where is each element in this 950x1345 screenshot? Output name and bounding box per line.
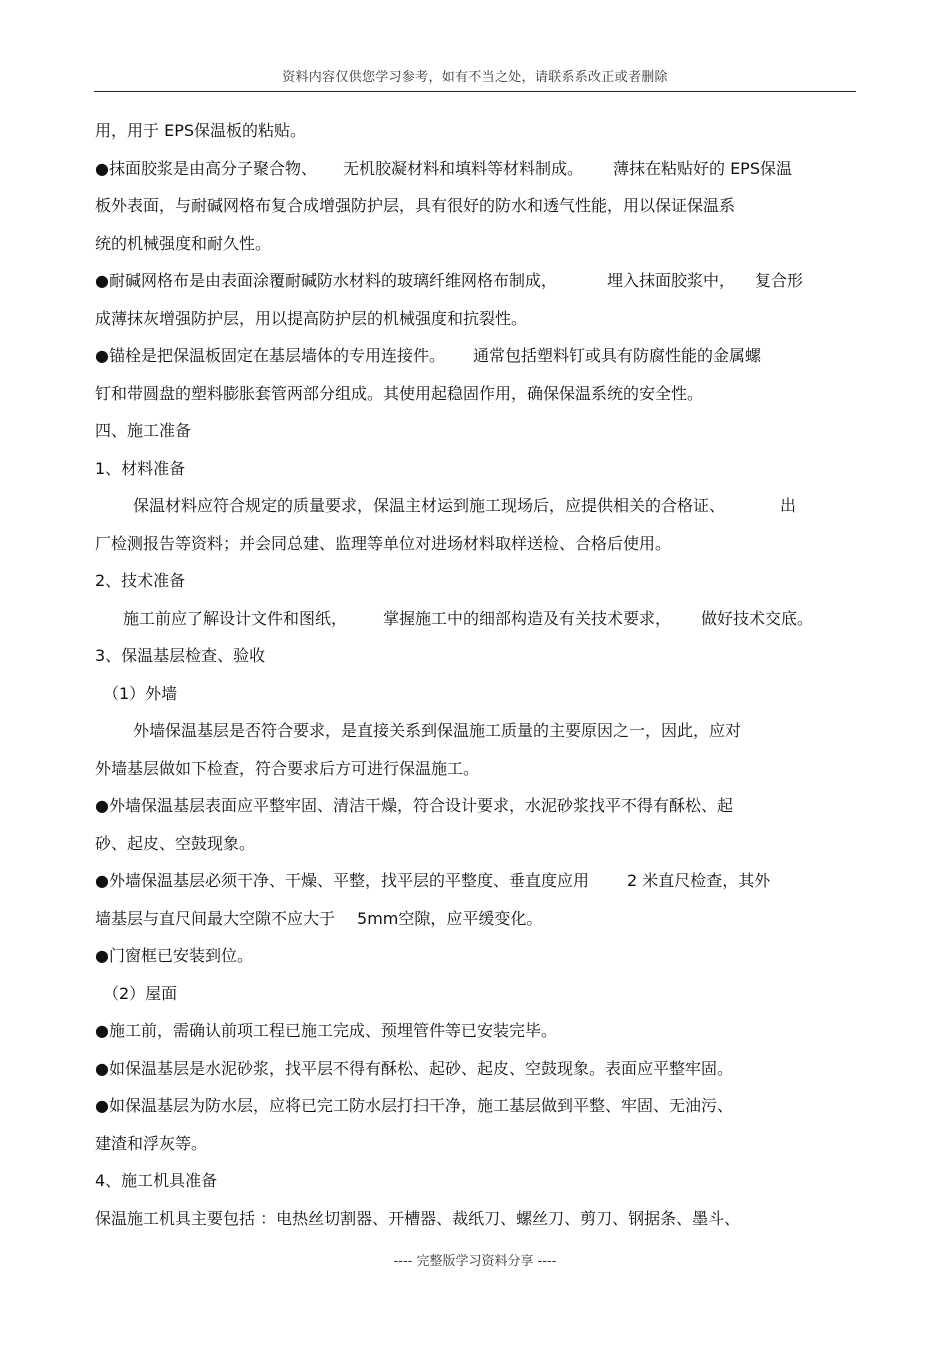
page-footer: ---- 完整版学习资料分享 ---- (393, 1254, 557, 1269)
document-body (95, 112, 857, 1237)
text-span: ●锚栓是把保温板固定在基层墙体的专用连接件。 (95, 346, 445, 365)
text-span: 墙基层与直尺间最大空隙不应大于 (95, 908, 336, 928)
text-line (95, 262, 857, 300)
text-line: 成薄抹灰增强防护层，用以提高防护层的机械强度和抗裂性。 (95, 308, 528, 328)
text-span: ●外墙保温基层必须干净、干燥、平整，找平层的平整度、垂直度应用 (95, 871, 589, 890)
subsection-heading: 2、技术准备 (95, 571, 186, 590)
text-span: 无机胶凝材料和填料等材料制成。 (342, 158, 583, 178)
text-span: 施工前应了解设计文件和图纸， (123, 608, 348, 628)
item-heading: （2）屋面 (103, 983, 178, 1003)
text-line: ●外墙保温基层表面应平整牢固、清洁干燥，符合设计要求，水泥砂浆找平不得有酥松、起 (95, 796, 733, 815)
text-line: 用，用于 EPS保温板的粘贴。 (95, 121, 307, 140)
text-span: ●耐碱网格布是由表面涂覆耐碱防水材料的玻璃纤维网格布制成， (95, 271, 557, 290)
text-line (95, 862, 857, 900)
text-line: 外墙基层做如下检查，符合要求后方可进行保温施工。 (95, 758, 480, 778)
text-line: ●如保温基层是水泥砂浆，找平层不得有酥松、起砂、起皮、空鼓现象。表面应平整牢固。 (95, 1058, 733, 1078)
text-line: ●施工前，需确认前项工程已施工完成、预埋管件等已安装完毕。 (95, 1021, 557, 1040)
subsection-heading: 1、材料准备 (95, 458, 186, 478)
text-line (95, 337, 857, 375)
text-line: 外墙保温基层是否符合要求，是直接关系到保温施工质量的主要原因之一，因此，应对 (133, 721, 742, 740)
text-span: 通常包括塑料钉或具有防腐性能的金属螺 (472, 346, 761, 365)
subsection-heading: 3、保温基层检查、验收 (95, 646, 266, 665)
text-span: 5mm空隙，应平缓变化。 (357, 908, 543, 928)
text-line (95, 487, 857, 525)
text-line: 钉和带圆盘的塑料膨胀套管两部分组成。其使用起稳固作用，确保保温系统的安全性。 (95, 383, 704, 403)
text-line (95, 900, 857, 938)
text-line: 保温施工机具主要包括 ：电热丝切割器、开槽器、裁纸刀、螺丝刀、剪刀、钢据条、墨斗、 (95, 1208, 741, 1228)
text-line: ●如保温基层为防水层，应将已完工防水层打扫干净，施工基层做到平整、牢固、无油污、 (95, 1096, 733, 1115)
text-line (95, 150, 857, 188)
page-header: 资料内容仅供您学习参考，如有不当之处，请联系系改正或者删除 (282, 70, 668, 85)
item-heading: （1）外墙 (103, 683, 178, 703)
text-span: 埋入抹面胶浆中， (606, 271, 735, 290)
text-line: 建渣和浮灰等。 (95, 1133, 208, 1153)
subsection-heading: 4、施工机具准备 (95, 1171, 218, 1190)
text-span: 复合形 (754, 271, 803, 290)
text-line: ●门窗框已安装到位。 (95, 946, 253, 965)
text-line: 砂、起皮、空鼓现象。 (95, 833, 256, 853)
section-heading: 四、施工准备 (95, 421, 192, 440)
text-span: 掌握施工中的细部构造及有关技术要求， (383, 608, 672, 628)
text-span: ●抹面胶浆是由高分子聚合物、 (95, 158, 317, 178)
text-span: 薄抹在粘贴好的 EPS保温 (612, 158, 792, 178)
text-span: 2 米直尺检查，其外 (626, 871, 771, 890)
text-span: 出 (780, 496, 797, 515)
text-line: 厂检测报告等资料；并会同总建、监理等单位对进场材料取样送检、合格后使用。 (95, 533, 672, 553)
text-line (95, 600, 857, 638)
text-span: 保温材料应符合规定的质量要求，保温主材运到施工现场后，应提供相关的合格证、 (133, 496, 726, 515)
text-line: 统的机械强度和耐久性。 (95, 233, 272, 253)
header-divider (94, 91, 856, 92)
text-line: 板外表面，与耐碱网格布复合成增强防护层，具有很好的防水和透气性能，用以保证保温系 (95, 196, 736, 215)
text-span: 做好技术交底。 (701, 608, 814, 628)
